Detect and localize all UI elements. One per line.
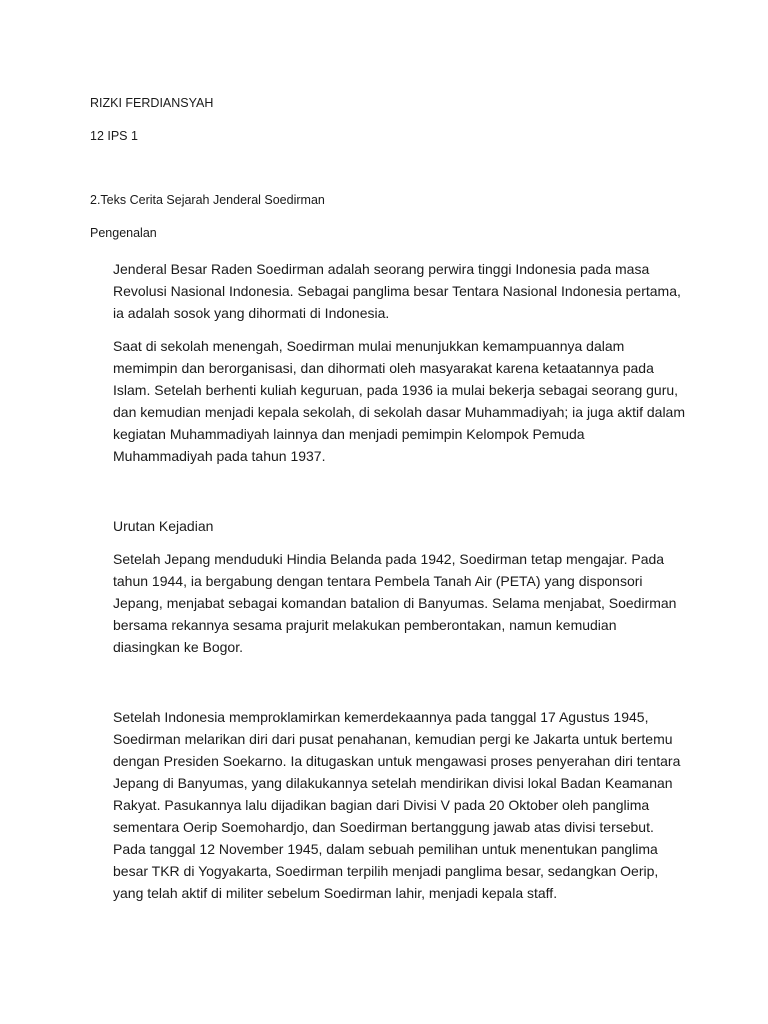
paragraph-intro-1: Jenderal Besar Raden Soedirman adalah seorang perwira tinggi Indonesia pada masa Revolusi Nasional Indonesia. Sebagai panglima besar Tentara Nasional Indonesia pertama, ia adalah sosok yang dihormati di Indonesia.	[113, 261, 681, 321]
class-label: 12 IPS 1	[90, 129, 138, 143]
author-name: RIZKI FERDIANSYAH	[90, 96, 214, 110]
paragraph-events-2: Setelah Indonesia memproklamirkan kemerdekaannya pada tanggal 17 Agustus 1945, Soedirman melarikan diri dari pusat penahanan, kemudian pergi ke Jakarta untuk bertemu dengan Presiden Soekarno. Ia ditugaskan untuk mengawasi proses penyerahan diri tentara Jepang di Banyumas, yang dilakukannya setelah mendirikan divisi lokal Badan Keamanan Rakyat. Pasukannya lalu dijadikan bagian dari Divisi V pada 20 Oktober oleh panglima sementara Oerip Soemohardjo, dan Soedirman bertanggung jawab atas divisi tersebut. Pada tanggal 12 November 1945, dalam sebuah pemilihan untuk menentukan panglima besar TKR di Yogyakarta, Soedirman terpilih menjadi panglima besar, sedangkan Oerip, yang telah aktif di militer sebelum Soedirman lahir, menjadi kepala staff.	[113, 709, 681, 901]
paragraph-events-1: Setelah Jepang menduduki Hindia Belanda pada 1942, Soedirman tetap mengajar. Pada tahun 1944, ia bergabung dengan tentara Pembela Tanah Air (PETA) yang disponsori Jepang, menjabat sebagai komandan batalion di Banyumas. Selama menjabat, Soedirman bersama rekannya sesama prajurit melakukan pemberontakan, namun kemudian diasingkan ke Bogor.	[113, 551, 677, 655]
paragraph-intro-2: Saat di sekolah menengah, Soedirman mulai menunjukkan kemampuannya dalam memimpin dan berorganisasi, dan dihormati oleh masyarakat karena ketaatannya pada Islam. Setelah berhenti kuliah keguruan, pada 1936 ia mulai bekerja sebagai seorang guru, dan kemudian menjadi kepala sekolah, di sekolah dasar Muhammadiyah; ia juga aktif dalam kegiatan Muhammadiyah lainnya dan menjadi pemimpin Kelompok Pemuda Muhammadiyah pada tahun 1937.	[113, 338, 685, 464]
document-title: 2.Teks Cerita Sejarah Jenderal Soedirman	[90, 193, 325, 207]
events-heading: Urutan Kejadian	[113, 518, 214, 534]
intro-heading: Pengenalan	[90, 226, 157, 240]
